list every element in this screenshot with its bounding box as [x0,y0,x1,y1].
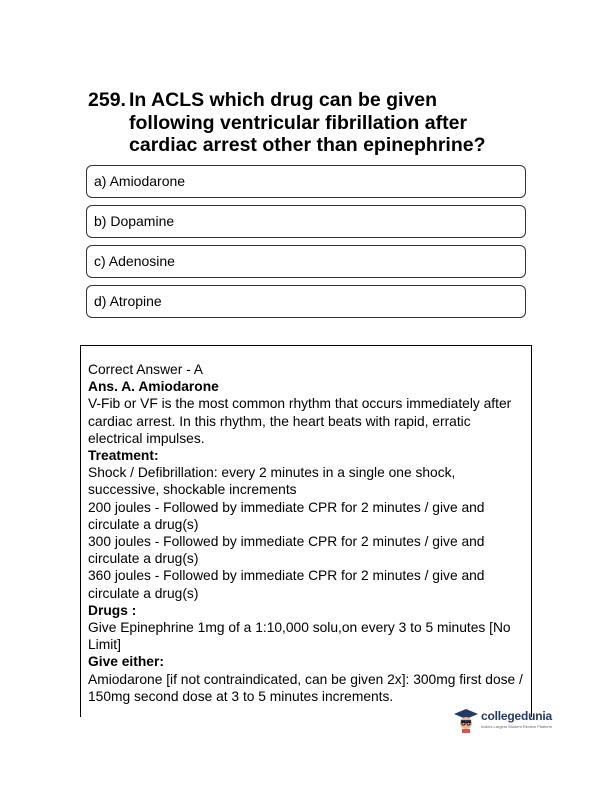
option-a[interactable]: a) Amiodarone [86,165,526,198]
answer-heading: Ans. A. Amiodarone [88,379,219,395]
list-item: Give Epinephrine 1mg of a 1:10,000 solu,on every 3 to 5 minutes [No Limit] [88,619,528,653]
list-item: 300 joules - Followed by immediate CPR for 2 minutes / give and circulate a drug(s) [88,533,528,567]
list-item: Amiodarone [if not contraindicated, can be given 2x]: 300mg first dose / 150mg second dose at 3 to 5 minutes increments. [88,671,528,705]
bullet-icon [80,626,81,631]
logo-brand: collegedunia [481,709,552,723]
question-text: In ACLS which drug can be given following ventricular fibrillation after cardiac arrest other than epinephrine? [129,89,486,156]
bullet-icon [80,574,81,579]
bullet-icon [80,506,81,511]
bullet-icon [80,540,81,545]
collegedunia-logo [453,707,563,737]
option-c[interactable]: c) Adenosine [86,245,526,278]
list-item: 360 joules - Followed by immediate CPR for 2 minutes / give and circulate a drug(s) [88,567,528,601]
drugs-heading: Drugs : [88,602,137,618]
bullet-icon [80,471,81,476]
options-list [86,165,526,325]
answer-intro: V-Fib or VF is the most common rhythm that occurs immediately after cardiac arrest. In this rhythm, the heart beats with rapid, erratic electrical impulses. [88,396,512,446]
logo-tagline: India's Largest Student Review Platform [481,724,553,729]
list-item: 200 joules - Followed by immediate CPR for 2 minutes / give and circulate a drug(s) [88,499,528,533]
question [88,89,518,157]
option-d[interactable]: d) Atropine [86,285,526,318]
bullet-icon [80,678,81,683]
give-either-heading: Give either: [88,654,164,670]
treatment-heading: Treatment: [88,448,159,464]
correct-answer: Correct Answer - A [88,362,204,377]
graduate-icon [453,707,479,733]
list-item: Shock / Defibrillation: every 2 minutes in a single one shock, successive, shockable increments [88,464,528,498]
option-b[interactable]: b) Dopamine [86,205,526,238]
answer-box [80,345,532,717]
question-number: 259. [88,89,126,111]
